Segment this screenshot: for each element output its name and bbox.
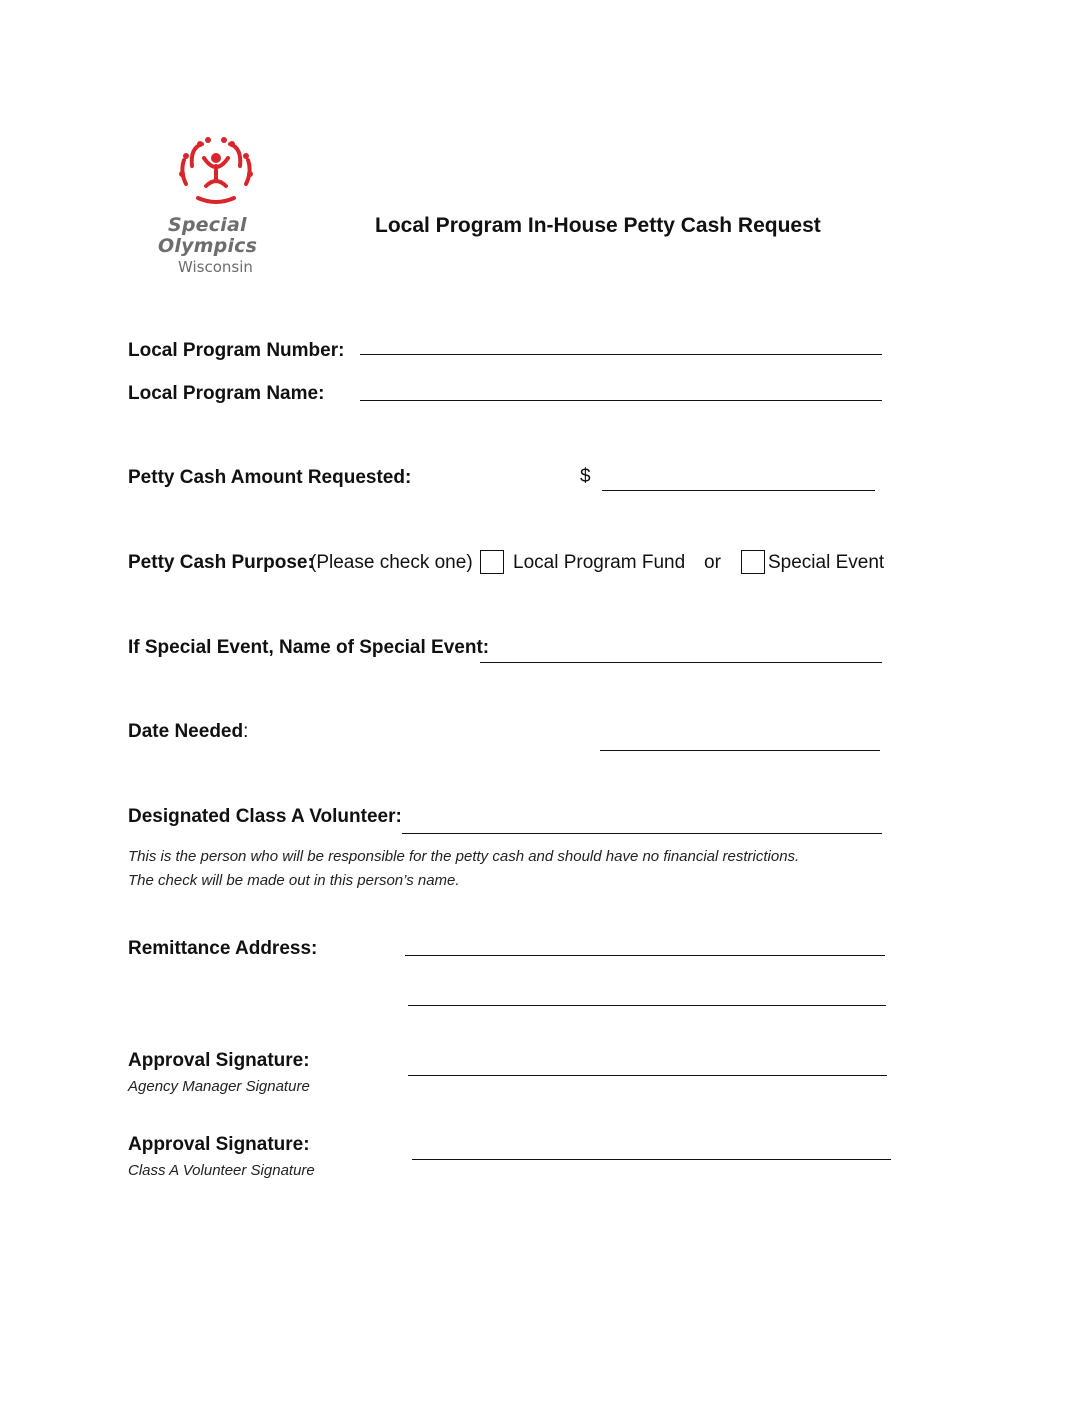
logo-line-special: Special <box>168 214 247 236</box>
approval-signature-label-1: Approval Signature: <box>128 1050 310 1071</box>
class-a-volunteer-signature-field[interactable] <box>412 1159 891 1160</box>
logo-line-olympics: Olympics <box>158 235 258 257</box>
athlete-emblem-icon <box>176 136 256 206</box>
currency-symbol: $ <box>580 466 591 487</box>
local-program-fund-checkbox[interactable] <box>480 550 504 574</box>
page-title: Local Program In-House Petty Cash Request <box>375 214 821 237</box>
approval-signature-label-2: Approval Signature: <box>128 1134 310 1155</box>
program-name-label: Local Program Name: <box>128 383 325 404</box>
remittance-address-line-1[interactable] <box>405 955 885 956</box>
special-olympics-logo <box>150 136 280 281</box>
agency-manager-signature-field[interactable] <box>408 1075 887 1076</box>
volunteer-note-line-2: The check will be made out in this person’s name. <box>128 872 460 889</box>
logo-line-wisconsin: Wisconsin <box>178 258 253 276</box>
date-needed-label <box>128 721 248 743</box>
volunteer-label: Designated Class A Volunteer: <box>128 806 402 827</box>
or-text: or <box>704 552 721 573</box>
remittance-address-label: Remittance Address: <box>128 938 318 959</box>
class-a-volunteer-signature-label: Class A Volunteer Signature <box>128 1162 315 1179</box>
agency-manager-signature-label: Agency Manager Signature <box>128 1078 310 1095</box>
special-event-label: Special Event <box>768 552 885 573</box>
local-program-fund-label: Local Program Fund <box>513 552 686 573</box>
date-needed-field[interactable] <box>600 750 880 751</box>
date-needed-text: Date Needed <box>128 721 244 742</box>
purpose-hint: (Please check one) <box>310 552 473 573</box>
program-number-field[interactable] <box>360 354 882 355</box>
event-name-field[interactable] <box>480 662 882 663</box>
date-needed-colon: : <box>243 721 249 742</box>
remittance-address-line-2[interactable] <box>408 1005 886 1006</box>
event-name-label: If Special Event, Name of Special Event: <box>128 637 490 658</box>
program-number-label: Local Program Number: <box>128 340 345 361</box>
volunteer-note-line-1: This is the person who will be responsible for the petty cash and should have no financial restrictions. <box>128 848 800 865</box>
volunteer-field[interactable] <box>402 833 882 834</box>
special-event-checkbox[interactable] <box>741 550 765 574</box>
amount-field[interactable] <box>602 490 875 491</box>
amount-label: Petty Cash Amount Requested: <box>128 467 412 488</box>
program-name-field[interactable] <box>360 400 882 401</box>
purpose-label: Petty Cash Purpose: <box>128 552 314 573</box>
